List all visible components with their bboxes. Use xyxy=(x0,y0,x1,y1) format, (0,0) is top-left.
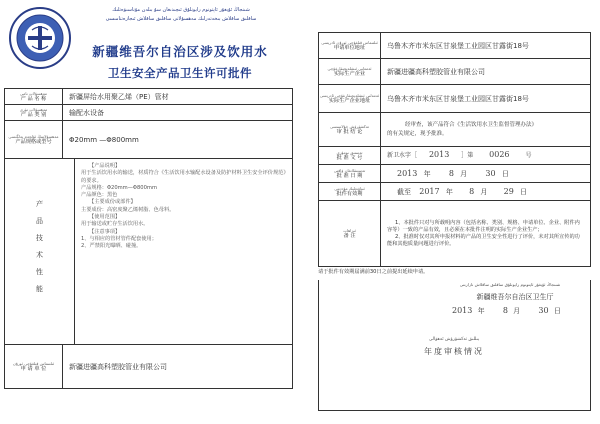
approval-number-sequence: 0026 xyxy=(489,150,510,159)
product-spec-value: Φ20mm —Φ800mm xyxy=(63,121,293,159)
applicant-label-cell: ئىلتىماس قىلغۇچى ئورۇن 申 请 单 位 xyxy=(5,345,63,389)
validity-month: 8 xyxy=(469,186,475,196)
validity-value: 截至 2017 年 8 月 29 日 xyxy=(381,183,591,201)
document-title-line-1: 新疆维吾尔自治区涉及饮用水 xyxy=(92,44,268,59)
validity-year: 2017 xyxy=(419,186,440,196)
product-spec-label-cell: مەھسۇلاتنىڭ ئۆلچەم بەلگىسى 产品规格或型号 xyxy=(5,121,63,159)
issuer-name: 新疆维吾尔自治区卫生厅 xyxy=(476,293,554,301)
producer-label-cell: ئەمەلىي ئىشلەپچىقارغۇچى 实际生产企业 xyxy=(319,59,381,85)
annual-review-title: 年度审核情况 xyxy=(424,347,484,356)
approval-date-day: 30 xyxy=(485,168,496,178)
approval-date-year: 2013 xyxy=(397,168,418,178)
product-category-label-cell: مەھسۇلات تۈرى 产 品 类 别 xyxy=(5,105,63,121)
applicant-value: 新疆进疆高科塑胶管业有限公司 xyxy=(63,345,293,389)
description-line: 主要成份：高密度聚乙烯树脂、色母料。 xyxy=(81,206,175,213)
approval-date-label-cell: تەستىقلانغان ۋاقتى 批 准 日 期 xyxy=(319,165,381,183)
issue-year: 2013 xyxy=(452,306,473,315)
description-line: 【注意事项】 xyxy=(89,228,121,235)
description-line: 产品颜色：黑色 xyxy=(81,192,118,199)
health-department-seal-icon xyxy=(8,6,72,70)
header-uyghur-line-2: ساقلىق ساقلاش بىخەتەرلىك مەھسۇلاتى ساقلىق ساقلاش ئىجازەتنامىسى xyxy=(105,16,257,22)
description-line: 用于输送或贮存生活饮用水。 xyxy=(81,221,149,228)
header-uyghur-line-1: شىنجاڭ ئۇيغۇر ئاپتونوم رايونلۇق ئىچىدىغان سۇ بىلەن مۇناسىۋەتلىك xyxy=(112,7,250,13)
product-info-table xyxy=(4,88,293,389)
remarks-value xyxy=(381,201,591,267)
approval-info-table xyxy=(318,32,591,267)
annual-review-uyghur: يىللىق تەكشۈرۈش ئەھۋالى xyxy=(428,337,480,342)
producer-value: 新疆进疆高科塑胶管业有限公司 xyxy=(381,59,591,85)
document-title-line-2: 卫生安全产品卫生许可批件 xyxy=(108,66,252,80)
renewal-notice: 请于批件有效期届满前30日之前提出延续申请。 xyxy=(318,269,429,275)
producer-address-value: 乌鲁木齐市米东区甘泉堡工业园区甘露街18号 xyxy=(381,85,591,113)
description-line: 1、与相应的管材管件配套使用； xyxy=(81,235,157,242)
issue-month: 8 xyxy=(502,306,508,315)
review-conclusion-label-cell: تەكشۈرۈش خۇلاسىسى 审 批 结 论 xyxy=(319,113,381,147)
description-line: 【产品说明】 xyxy=(89,163,121,169)
remarks-label-cell: ئىزاھات 备 注 xyxy=(319,201,381,267)
technical-description xyxy=(75,159,293,345)
review-conclusion-value xyxy=(381,113,591,147)
validity-label-cell: ئىناۋەتلىك مۇددىتى 批件有效期 xyxy=(319,183,381,201)
review-line-1: 经审查，该产品符合《生活饮用水卫生监督管理办法》 xyxy=(405,121,538,128)
description-line: 【主要成份或部件】 xyxy=(89,199,136,206)
issue-day: 30 xyxy=(538,306,549,315)
approval-number-value xyxy=(381,147,591,165)
approval-number-year: 2013 xyxy=(428,150,450,159)
approval-number-prefix: 新卫水字［ xyxy=(387,152,418,159)
validity-day: 29 xyxy=(503,186,514,196)
remark-line: 1、本批件只对与所载明内容（包括名称、类别、规格、申请单位、企业、附件内容等）一致的产品有效，且必须在本批件注明的实际生产企业生产； xyxy=(387,219,580,233)
approval-date-month: 8 xyxy=(448,168,454,178)
approval-date-value: 2013 年 8 月 30 日 xyxy=(381,165,591,183)
description-line: 【使用范围】 xyxy=(89,214,121,221)
applicant-address-value: 乌鲁木齐市米东区甘泉堡工业园区甘露街18号 xyxy=(381,33,591,59)
producer-address-label-cell: ئەمەلىي ئىشلەپچىقارغۇچى ئادرېسى 实际生产企业地址 xyxy=(319,85,381,113)
technical-performance-label: 产品技术性能 xyxy=(35,199,44,302)
description-line: 产品规格：Φ20mm—Φ800mm xyxy=(81,184,158,191)
issue-date: 2013 年 8 月 30 日 xyxy=(452,306,561,315)
approval-number-label-cell: تەستىق نومۇرى 批 准 文 号 xyxy=(319,147,381,165)
description-line: 2、严禁阳光曝晒、碰撞。 xyxy=(81,243,142,250)
product-category-value: 输配水设备 xyxy=(63,105,293,121)
applicant-address-label-cell: ئىلتىماس قىلغۇچى ئورۇن ئادرېسى 申请单位地址 xyxy=(319,33,381,59)
product-name-value: 新疆屏给水用聚乙烯（PE）管材 xyxy=(63,89,293,105)
technical-performance-label-cell xyxy=(5,159,75,345)
product-name-label-cell: مەھسۇلات نامى 产 品 名 称 xyxy=(5,89,63,105)
header-uyghur-text xyxy=(86,7,276,22)
issuer-uyghur: شىنجاڭ ئۇيغۇر ئاپتونوم رايونلۇق ساقلىق ساقلاش نازارىتى xyxy=(459,282,561,287)
approval-number-suffix: 号 xyxy=(525,152,532,159)
remark-line: 2、批准时仅对其所申报材料的产品的卫生安全性进行了评价，未对其所宣传的功能和其他质量问题进行评价。 xyxy=(387,233,580,247)
review-line-2: 的有关规定，现予批准。 xyxy=(387,130,448,137)
description-line: 用于生活饮用水的输送，材质符合《生活饮用水输配水设备及防护材料卫生安全评价规范》的要求。 xyxy=(81,170,286,184)
approval-number-mid: ］第 xyxy=(461,152,474,159)
